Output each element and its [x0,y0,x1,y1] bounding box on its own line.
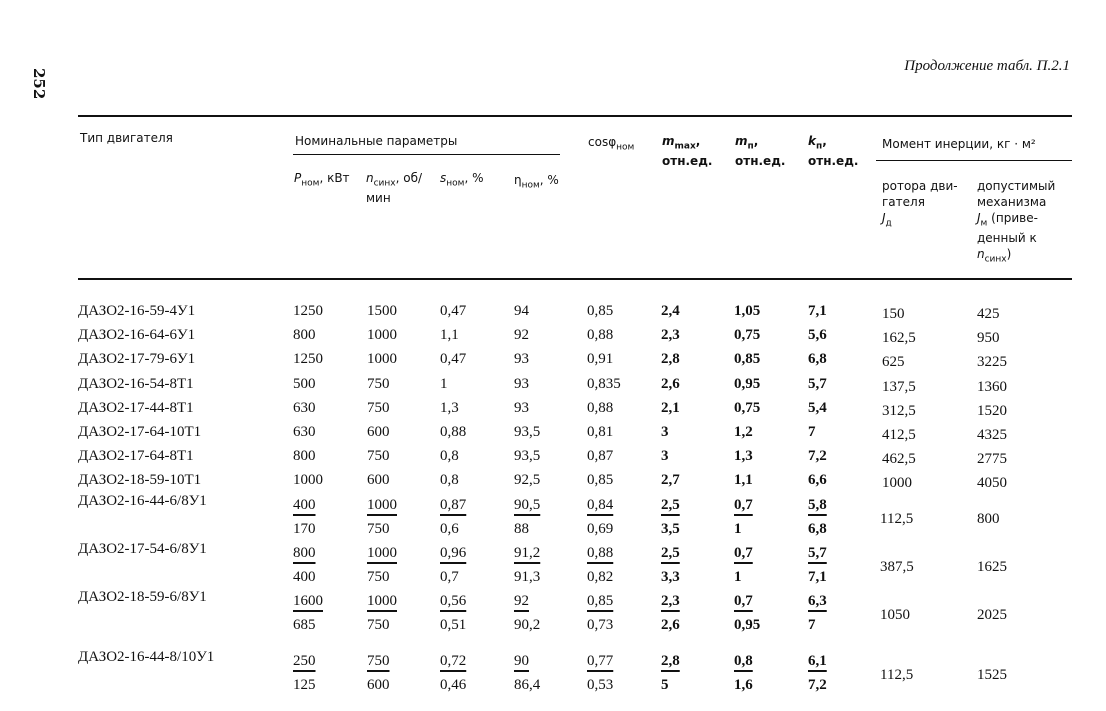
cell-cos-top: 0,77 [587,653,614,669]
cell-mp: 0,75 [734,399,761,416]
cell-mmax-top: 2,5 [661,497,680,513]
cell-jm: 1360 [977,378,1007,395]
cell-cos-bottom: 0,73 [587,617,614,633]
cell-jd: 162,5 [882,330,916,347]
cell-jm: 4325 [977,427,1007,443]
cell-mp-top: 0,7 [734,593,753,609]
cell-kp: 5,6 [808,327,827,344]
cell-jd: 412,5 [882,427,916,443]
cell-jd: 112,5 [880,511,914,527]
cell-mmax: 2,8 [661,351,680,368]
cell-mmax-bottom: 3,5 [661,521,680,537]
cell-kp: 7 [808,424,816,440]
cell-mp: 1,05 [734,303,761,319]
cell-eta: 93 [514,375,529,392]
cell-mmax: 3 [661,424,669,440]
motor-type: ДАЗО2-16-54-8Т1 [78,375,194,392]
cell-kp: 7,1 [808,303,827,319]
cell-n-top: 1000 [367,593,397,609]
cell-s-bottom: 0,51 [440,617,467,633]
cell-cos: 0,88 [587,327,614,344]
cell-mmax-bottom: 3,3 [661,569,680,585]
cell-eta: 93 [514,399,529,416]
cell-mp-top: 0,8 [734,653,753,669]
cell-jd: 150 [882,306,905,322]
cell-kp: 6,6 [808,472,827,489]
cell-n: 1500 [367,303,397,319]
cell-s: 1,1 [440,327,459,344]
cell-kp-top: 5,7 [808,545,827,561]
cell-p: 800 [293,448,316,465]
cell-kp-top: 6,1 [808,653,827,669]
motor-type: ДАЗО2-17-64-10Т1 [78,424,202,440]
table-caption: Продолжение табл. П.2.1 [904,58,1070,74]
header-inertia: Момент инерции, кг · м² [882,137,1036,151]
header-nominal: Номинальные параметры [295,134,458,148]
cell-jd: 112,5 [880,667,914,683]
cell-jd: 1000 [882,475,912,492]
cell-n-bottom: 750 [367,617,390,633]
cell-s-bottom: 0,46 [440,677,467,693]
cell-mp: 1,1 [734,472,753,489]
cell-p: 1250 [293,303,323,319]
cell-eta: 92,5 [514,472,541,489]
cell-kp: 7,2 [808,448,827,465]
cell-kp-bottom: 6,8 [808,521,827,537]
cell-p: 500 [293,375,316,392]
cell-s-top: 0,96 [440,545,467,561]
motor-type: ДАЗО2-17-44-8Т1 [78,399,194,416]
cell-jm: 3225 [977,354,1007,371]
cell-p-bottom: 125 [293,677,316,693]
cell-s: 0,88 [440,424,467,440]
cell-cos-bottom: 0,82 [587,569,614,585]
cell-mmax-bottom: 2,6 [661,617,680,633]
header-cos: cosφ$_{ном}$ [588,135,635,153]
cell-eta: 93 [514,351,529,368]
cell-n: 750 [367,448,390,465]
cell-mmax: 2,6 [661,375,680,392]
header-k-p: $k_п$, отн.ед. [808,134,859,168]
cell-s-top: 0,72 [440,653,467,669]
cell-eta: 93,5 [514,424,541,440]
cell-jd: 1050 [880,607,910,623]
cell-cos-top: 0,88 [587,545,614,561]
cell-jm: 4050 [977,475,1007,492]
cell-n: 600 [367,472,390,489]
cell-eta: 94 [514,303,529,319]
cell-eta-bottom: 86,4 [514,677,541,693]
cell-mmax: 3 [661,448,669,465]
page-number: 252 [30,68,48,100]
cell-n-bottom: 600 [367,677,390,693]
cell-n-bottom: 750 [367,521,390,537]
cell-s-bottom: 0,7 [440,569,459,585]
cell-s: 0,47 [440,351,467,368]
cell-mp: 0,85 [734,351,761,368]
cell-cos: 0,91 [587,351,614,368]
cell-mp: 0,75 [734,327,761,344]
motor-type: ДАЗО2-17-79-6У1 [78,351,196,368]
cell-eta: 92 [514,327,529,344]
cell-mp: 1,3 [734,448,753,465]
motor-type: ДАЗО2-18-59-6/8У1 [78,589,207,605]
motor-type: ДАЗО2-16-59-4У1 [78,303,196,319]
cell-p: 630 [293,399,316,416]
cell-p-bottom: 685 [293,617,316,633]
cell-n: 750 [367,399,390,416]
cell-jm: 2025 [977,607,1007,623]
nominal-rule [293,154,560,155]
cell-mp: 1,2 [734,424,753,440]
cell-cos: 0,85 [587,472,614,489]
cell-s-top: 0,87 [440,497,467,513]
cell-p-top: 800 [293,545,316,561]
cell-mmax: 2,4 [661,303,680,319]
header-bottom-rule [78,278,1072,280]
cell-kp-bottom: 7 [808,617,816,633]
cell-eta-bottom: 90,2 [514,617,541,633]
cell-s-bottom: 0,6 [440,521,459,537]
cell-n: 600 [367,424,390,440]
cell-eta: 93,5 [514,448,541,465]
cell-s: 1 [440,375,448,392]
inertia-rule [876,160,1072,161]
cell-cos-top: 0,85 [587,593,614,609]
cell-n: 1000 [367,351,397,368]
motor-type: ДАЗО2-18-59-10Т1 [78,472,202,489]
header-m-max: $m_{max}$, отн.ед. [662,134,713,168]
cell-n-top: 750 [367,653,390,669]
cell-p-top: 250 [293,653,316,669]
cell-p: 630 [293,424,316,440]
header-m-p: $m_п$, отн.ед. [735,134,786,168]
cell-kp-bottom: 7,2 [808,677,827,693]
top-rule [78,115,1072,117]
cell-cos: 0,88 [587,399,614,416]
cell-n-top: 1000 [367,497,397,513]
cell-jd: 137,5 [882,378,916,395]
header-s-nom: $s_{ном}$, % [440,171,484,189]
cell-kp-top: 6,3 [808,593,827,609]
header-type: Тип двигателя [80,131,173,145]
cell-n-bottom: 750 [367,569,390,585]
cell-kp-top: 5,8 [808,497,827,513]
cell-s: 0,8 [440,448,459,465]
cell-mp-bottom: 1 [734,521,742,537]
cell-eta-top: 92 [514,593,529,609]
cell-kp: 5,7 [808,375,827,392]
cell-eta-bottom: 91,3 [514,569,541,585]
cell-p-bottom: 170 [293,521,316,537]
cell-s-top: 0,56 [440,593,467,609]
header-rotor: ротора дви-гателя $J_д$ [882,179,958,229]
cell-jm: 950 [977,330,1000,347]
cell-n-top: 1000 [367,545,397,561]
cell-eta-bottom: 88 [514,521,529,537]
cell-jm: 1625 [977,559,1007,575]
cell-s: 0,47 [440,303,467,319]
cell-kp: 6,8 [808,351,827,368]
cell-p: 800 [293,327,316,344]
cell-mp: 0,95 [734,375,761,392]
motor-type: ДАЗО2-16-64-6У1 [78,327,196,344]
cell-eta-top: 90,5 [514,497,541,513]
cell-s: 1,3 [440,399,459,416]
cell-mp-top: 0,7 [734,497,753,513]
cell-jm: 2775 [977,451,1007,468]
cell-mp-bottom: 1 [734,569,742,585]
cell-jd: 312,5 [882,402,916,419]
cell-s: 0,8 [440,472,459,489]
cell-mp-top: 0,7 [734,545,753,561]
motor-type: ДАЗО2-17-64-8Т1 [78,448,194,465]
cell-mmax: 2,1 [661,399,680,416]
header-n-sync: $n_{синх}$, об/мин [366,171,423,205]
cell-jm: 1520 [977,402,1007,419]
cell-jm: 425 [977,306,1000,322]
cell-p: 1250 [293,351,323,368]
header-p-nom: $P_{ном}$, кВт [294,171,350,189]
cell-kp-bottom: 7,1 [808,569,827,585]
cell-cos-bottom: 0,53 [587,677,614,693]
cell-eta-top: 91,2 [514,545,541,561]
cell-cos: 0,835 [587,375,621,392]
motor-type: ДАЗО2-17-54-6/8У1 [78,541,207,557]
cell-kp: 5,4 [808,399,827,416]
cell-mmax-top: 2,5 [661,545,680,561]
cell-p: 1000 [293,472,323,489]
cell-jm: 1525 [977,667,1007,683]
cell-jd: 387,5 [880,559,914,575]
cell-cos-bottom: 0,69 [587,521,614,537]
cell-jd: 462,5 [882,451,916,468]
cell-p-bottom: 400 [293,569,316,585]
header-eta-nom: $\eta_{ном}$, % [514,173,559,191]
cell-mp-bottom: 1,6 [734,677,753,693]
cell-mmax: 2,7 [661,472,680,489]
motor-type: ДАЗО2-16-44-8/10У1 [78,649,215,665]
cell-cos: 0,81 [587,424,614,440]
cell-cos: 0,85 [587,303,614,319]
cell-p-top: 1600 [293,593,323,609]
cell-mmax-bottom: 5 [661,677,669,693]
cell-p-top: 400 [293,497,316,513]
cell-n: 1000 [367,327,397,344]
cell-jd: 625 [882,354,905,371]
cell-mmax-top: 2,3 [661,593,680,609]
cell-jm: 800 [977,511,1000,527]
cell-cos-top: 0,84 [587,497,614,513]
cell-n: 750 [367,375,390,392]
cell-mmax-top: 2,8 [661,653,680,669]
cell-cos: 0,87 [587,448,614,465]
cell-mmax: 2,3 [661,327,680,344]
header-mechanism: допустимый механизма $J_м$ (приве-денный к $n_{синх}$) [977,179,1056,265]
cell-eta-top: 90 [514,653,529,669]
motor-type: ДАЗО2-16-44-6/8У1 [78,493,207,509]
cell-mp-bottom: 0,95 [734,617,761,633]
